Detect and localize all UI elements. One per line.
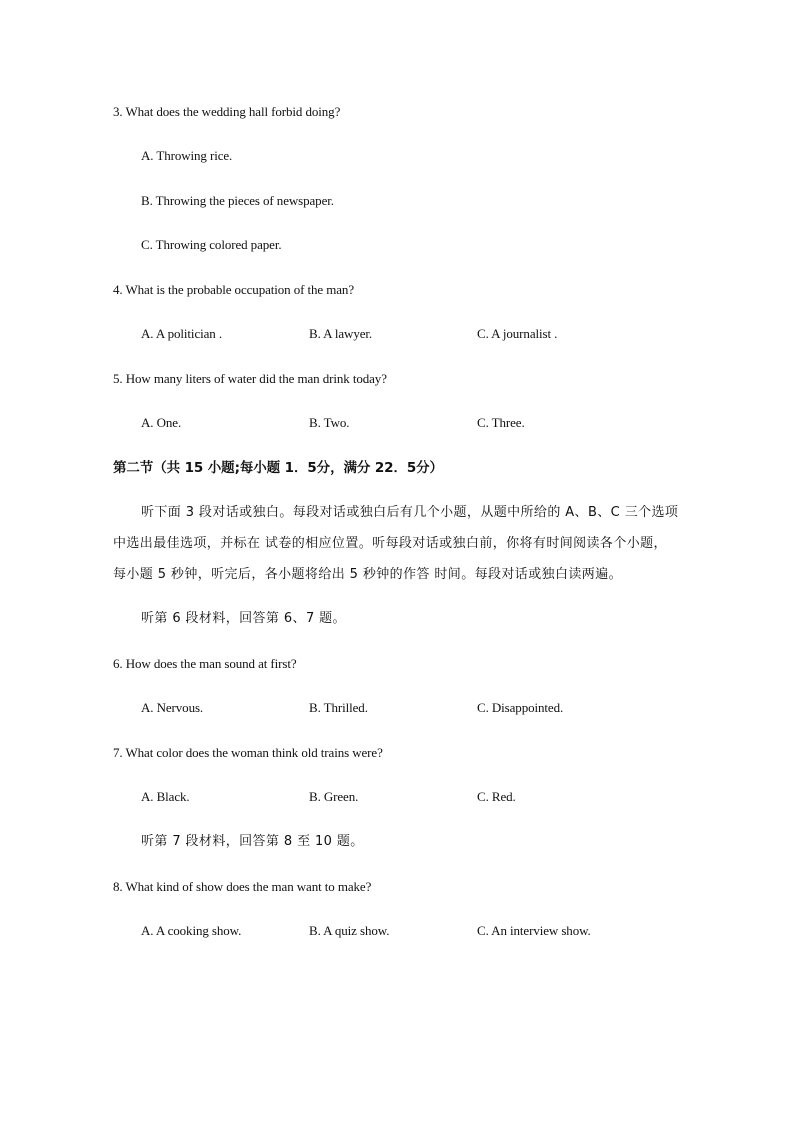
question-6: 6. How does the man sound at first? [113,656,297,671]
q8-option-a: A. A cooking show. [141,923,242,938]
q6-option-c: C. Disappointed. [477,700,564,715]
section-2-instructions-line-2: 中选出最佳选项，并标在 试卷的相应位置。听每段对话或独白前，你将有时间阅读各个小题， [113,536,667,551]
q7-option-b: B. Green. [309,789,359,804]
q3-option-a: A. Throwing rice. [141,148,233,163]
q6-option-b: B. Thrilled. [309,700,368,715]
q4-option-a: A. A politician . [141,326,222,341]
section-2-instructions-line-1: 听下面 3 段对话或独白。每段对话或独白后有几个小题，从题中所给的 A、B、C 三个选项 [141,505,679,520]
question-4: 4. What is the probable occupation of the man? [113,282,354,297]
section-2-heading: 第二节（共 15 小题;每小题 1．5分，满分 22．5分） [113,460,443,476]
material-6-intro: 听第 6 段材料，回答第 6、7 题。 [141,611,346,626]
q8-option-b: B. A quiz show. [309,923,390,938]
question-3: 3. What does the wedding hall forbid doing? [113,104,341,119]
question-7: 7. What color does the woman think old trains were? [113,745,383,760]
q7-option-c: C. Red. [477,789,516,804]
q4-option-c: C. A journalist . [477,326,558,341]
q3-option-b: B. Throwing the pieces of newspaper. [141,193,334,208]
section-2-instructions-line-3: 每小题 5 秒钟，听完后，各小题将给出 5 秒钟的作答 时间。每段对话或独白读两遍。 [113,567,623,582]
q3-option-c: C. Throwing colored paper. [141,237,282,252]
q6-option-a: A. Nervous. [141,700,204,715]
q4-option-b: B. A lawyer. [309,326,373,341]
question-5: 5. How many liters of water did the man drink today? [113,371,387,386]
q5-option-a: A. One. [141,415,182,430]
q8-option-c: C. An interview show. [477,923,591,938]
q7-option-a: A. Black. [141,789,190,804]
question-8: 8. What kind of show does the man want to make? [113,879,372,894]
q5-option-c: C. Three. [477,415,525,430]
q5-option-b: B. Two. [309,415,350,430]
material-7-intro: 听第 7 段材料，回答第 8 至 10 题。 [141,834,364,849]
